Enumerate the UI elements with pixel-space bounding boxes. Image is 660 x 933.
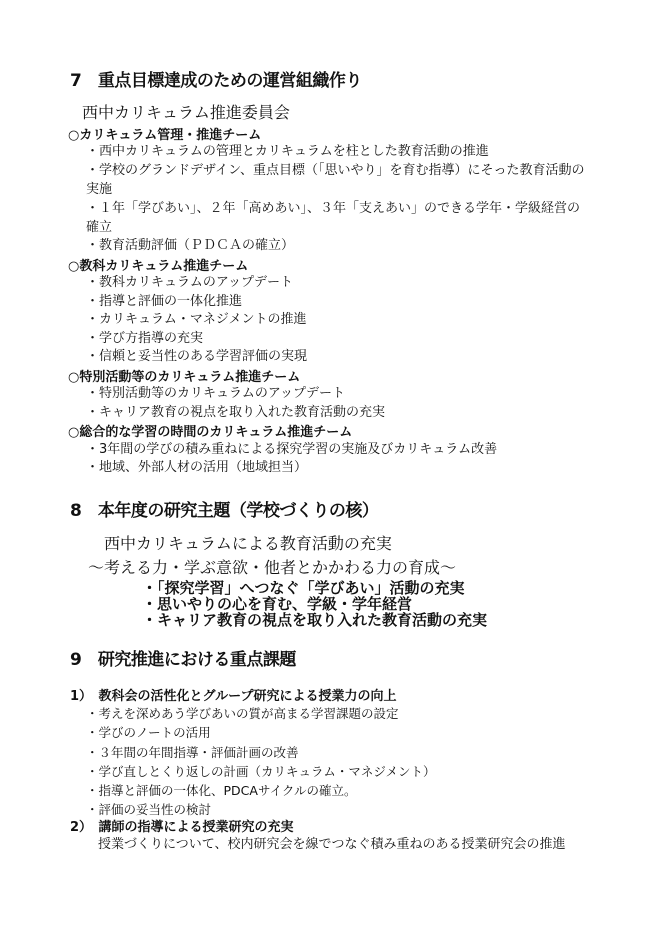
list-item: ・指導と評価の一体化、PDCAサイクルの確立。: [86, 783, 357, 798]
list-item: ・指導と評価の一体化推進: [86, 294, 243, 309]
priority-item-2-text: 授業づくりについて、校内研究会を線でつなぐ積み重ねのある授業研究会の推進: [98, 837, 566, 852]
team-title: ○特別活動等のカリキュラム推進チーム: [68, 370, 301, 385]
list-item: ・3年間の学びの積み重ねによる探究学習の実施及びカリキュラム改善: [86, 442, 498, 457]
list-item: ・信頼と妥当性のある学習評価の実現: [86, 349, 308, 364]
list-item: ・１年「学びあい」、２年「高めあい」、３年「支えあい」のできる学年・学級経営の確立: [86, 201, 581, 235]
team-title: ○総合的な学習の時間のカリキュラム推進チーム: [68, 425, 353, 440]
list-item: ・考えを深めあう学びあいの質が高まる学習課題の設定: [86, 706, 399, 721]
committee-title: 西中カリキュラム推進委員会: [82, 103, 290, 122]
list-item: ・学びのノートの活用: [86, 725, 211, 740]
team-title: ○教科カリキュラム推進チーム: [68, 259, 249, 274]
priority-item-2-title: 2） 講師の指導による授業研究の充実: [70, 820, 294, 835]
list-item: ・３年間の年間指導・評価計画の改善: [86, 745, 299, 760]
section-7-heading: 7 重点目標達成のための運営組織作り: [70, 71, 362, 91]
theme-bullet: ・思いやりの心を育む、学級・学年経営: [142, 595, 413, 613]
priority-item-1-title: 1） 教科会の活性化とグループ研究による授業力の向上: [70, 689, 397, 704]
section-9-heading: 9 研究推進における重点課題: [70, 650, 296, 670]
team-title: ○カリキュラム管理・推進チーム: [68, 128, 262, 143]
list-item: ・評価の妥当性の検討: [86, 802, 212, 817]
research-main-theme: 西中カリキュラムによる教育活動の充実: [104, 534, 392, 553]
research-sub-theme: ～考える力・学ぶ意欲・他者とかかわる力の育成～: [88, 558, 457, 577]
list-item: ・特別活動等のカリキュラムのアップデート: [86, 386, 345, 401]
list-item: ・カリキュラム・マネジメントの推進: [86, 312, 307, 327]
section-8-heading: 8 本年度の研究主題（学校づくりの核）: [70, 501, 379, 521]
list-item: ・地域、外部人材の活用（地域担当）: [86, 460, 308, 475]
list-item: ・学び直しとくり返しの計画（カリキュラム・マネジメント）: [86, 764, 436, 779]
list-item: ・キャリア教育の視点を取り入れた教育活動の充実: [86, 405, 386, 420]
list-item: ・教科カリキュラムのアップデート: [86, 275, 293, 290]
list-item: ・西中カリキュラムの管理とカリキュラムを柱とした教育活動の推進: [86, 144, 489, 159]
list-item: ・学校のグランドデザイン、重点目標（「思いやり」を育む指導）にそった教育活動の実施: [86, 163, 585, 197]
theme-bullet: ・「探究学習」へつなぐ「学びあい」活動の充実: [142, 579, 465, 597]
theme-bullet: ・キャリア教育の視点を取り入れた教育活動の充実: [142, 611, 488, 629]
list-item: ・学び方指導の充実: [86, 331, 204, 346]
list-item: ・教育活動評価（ＰＤＣＡの確立）: [86, 238, 295, 253]
